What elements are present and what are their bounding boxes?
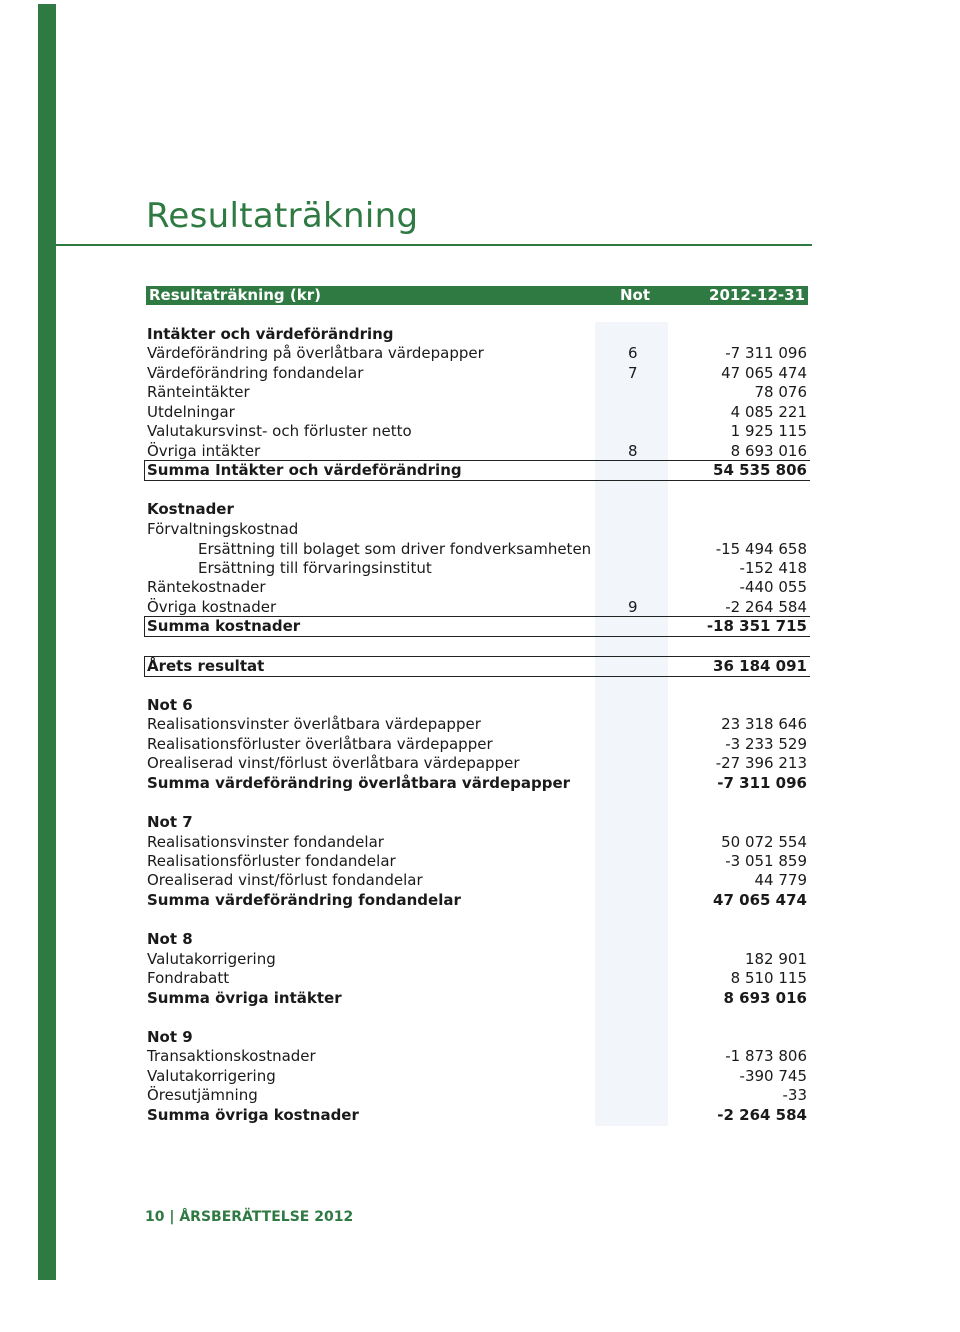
row-label: Transaktionskostnader xyxy=(147,1047,316,1065)
row-label: Fondrabatt xyxy=(147,969,230,987)
table-row xyxy=(0,559,960,578)
section-heading-row xyxy=(0,813,960,832)
table-row xyxy=(0,833,960,852)
title-divider xyxy=(56,244,812,246)
table-row xyxy=(0,735,960,754)
row-value: -390 745 xyxy=(739,1067,807,1085)
row-value: 1 925 115 xyxy=(730,422,807,440)
row-value: -152 418 xyxy=(739,559,807,577)
row-note-ref: 8 xyxy=(628,442,638,460)
row-value: -3 233 529 xyxy=(725,735,807,753)
row-value: -18 351 715 xyxy=(706,617,807,635)
row-note-ref: 7 xyxy=(628,364,638,382)
table-row xyxy=(0,989,960,1008)
table-row xyxy=(0,403,960,422)
table-row xyxy=(0,578,960,597)
table-row xyxy=(0,969,960,988)
row-label: Not 6 xyxy=(147,696,193,714)
table-row xyxy=(0,442,960,461)
row-label: Orealiserad vinst/förlust överlåtbara värdepapper xyxy=(147,754,520,772)
row-label: Intäkter och värdeförändring xyxy=(147,325,394,343)
row-value: -15 494 658 xyxy=(715,540,807,558)
row-value: 47 065 474 xyxy=(721,364,807,382)
table-row xyxy=(0,1047,960,1066)
row-label: Ersättning till förvaringsinstitut xyxy=(198,559,432,577)
row-note-ref: 6 xyxy=(628,344,638,362)
row-value: 8 510 115 xyxy=(730,969,807,987)
header-label: Resultaträkning (kr) xyxy=(149,286,321,304)
table-row xyxy=(0,950,960,969)
row-value: -7 311 096 xyxy=(725,344,807,362)
row-label: Räntekostnader xyxy=(147,578,266,596)
page-footer: 10 | ÅRSBERÄTTELSE 2012 xyxy=(145,1209,354,1225)
table-row xyxy=(0,871,960,890)
table-row xyxy=(0,715,960,734)
row-label: Kostnader xyxy=(147,500,234,518)
table-row xyxy=(0,520,960,539)
row-label: Värdeförändring fondandelar xyxy=(147,364,364,382)
row-value: -7 311 096 xyxy=(717,774,807,792)
table-row xyxy=(0,598,960,617)
row-value: -440 055 xyxy=(739,578,807,596)
row-value: -27 396 213 xyxy=(715,754,807,772)
section-heading-row xyxy=(0,500,960,519)
section-heading-row xyxy=(0,930,960,949)
row-label: Övriga kostnader xyxy=(147,598,277,616)
table-header xyxy=(146,286,808,305)
table-row xyxy=(0,1086,960,1105)
row-value: -1 873 806 xyxy=(725,1047,807,1065)
row-value: 50 072 554 xyxy=(721,833,807,851)
row-label: Värdeförändring på överlåtbara värdepapper xyxy=(147,344,484,362)
row-label: Not 9 xyxy=(147,1028,193,1046)
row-label: Not 7 xyxy=(147,813,193,831)
row-label: Årets resultat xyxy=(147,657,265,675)
row-value: 182 901 xyxy=(744,950,807,968)
table-row xyxy=(0,852,960,871)
summary-row xyxy=(0,657,960,676)
row-value: 8 693 016 xyxy=(723,989,807,1007)
row-value: -2 264 584 xyxy=(717,1106,807,1124)
table-row xyxy=(0,1067,960,1086)
page-title: Resultaträkning xyxy=(146,196,419,236)
table-row xyxy=(0,344,960,363)
row-label: Summa värdeförändring överlåtbara värdepapper xyxy=(147,774,571,792)
row-label: Realisationsförluster fondandelar xyxy=(147,852,396,870)
table-row xyxy=(0,754,960,773)
row-label: Realisationsvinster fondandelar xyxy=(147,833,384,851)
row-label: Summa kostnader xyxy=(147,617,301,635)
header-date: 2012-12-31 xyxy=(709,286,805,304)
row-label: Förvaltningskostnad xyxy=(147,520,299,538)
row-value: 23 318 646 xyxy=(721,715,807,733)
row-label: Summa Intäkter och värdeförändring xyxy=(147,461,462,479)
header-not: Not xyxy=(620,286,651,304)
row-label: Ränteintäkter xyxy=(147,383,250,401)
row-value: 36 184 091 xyxy=(713,657,807,675)
row-label: Summa övriga kostnader xyxy=(147,1106,359,1124)
row-value: 44 779 xyxy=(754,871,807,889)
table-row xyxy=(0,774,960,793)
table-row xyxy=(0,1106,960,1125)
table-row xyxy=(0,422,960,441)
row-label: Öresutjämning xyxy=(147,1086,258,1104)
row-value: 8 693 016 xyxy=(730,442,807,460)
row-value: -33 xyxy=(782,1086,807,1104)
row-label: Valutakursvinst- och förluster netto xyxy=(147,422,412,440)
row-value: -2 264 584 xyxy=(725,598,807,616)
table-row xyxy=(0,383,960,402)
section-heading-row xyxy=(0,696,960,715)
row-value: 47 065 474 xyxy=(713,891,807,909)
row-value: 4 085 221 xyxy=(730,403,807,421)
row-label: Utdelningar xyxy=(147,403,235,421)
row-value: 54 535 806 xyxy=(713,461,807,479)
row-label: Övriga intäkter xyxy=(147,442,261,460)
row-label: Orealiserad vinst/förlust fondandelar xyxy=(147,871,423,889)
row-label: Realisationsförluster överlåtbara värdepapper xyxy=(147,735,493,753)
row-label: Ersättning till bolaget som driver fondverksamheten xyxy=(198,540,592,558)
row-value: -3 051 859 xyxy=(725,852,807,870)
row-label: Not 8 xyxy=(147,930,193,948)
summary-row xyxy=(0,617,960,636)
row-label: Valutakorrigering xyxy=(147,1067,276,1085)
row-label: Summa värdeförändring fondandelar xyxy=(147,891,461,909)
summary-row xyxy=(0,461,960,480)
row-value: 78 076 xyxy=(754,383,807,401)
row-note-ref: 9 xyxy=(628,598,638,616)
table-row xyxy=(0,540,960,559)
section-heading-row xyxy=(0,1028,960,1047)
row-label: Summa övriga intäkter xyxy=(147,989,342,1007)
row-label: Realisationsvinster överlåtbara värdepapper xyxy=(147,715,481,733)
row-label: Valutakorrigering xyxy=(147,950,276,968)
table-row xyxy=(0,364,960,383)
table-row xyxy=(0,891,960,910)
section-heading-row xyxy=(0,325,960,344)
